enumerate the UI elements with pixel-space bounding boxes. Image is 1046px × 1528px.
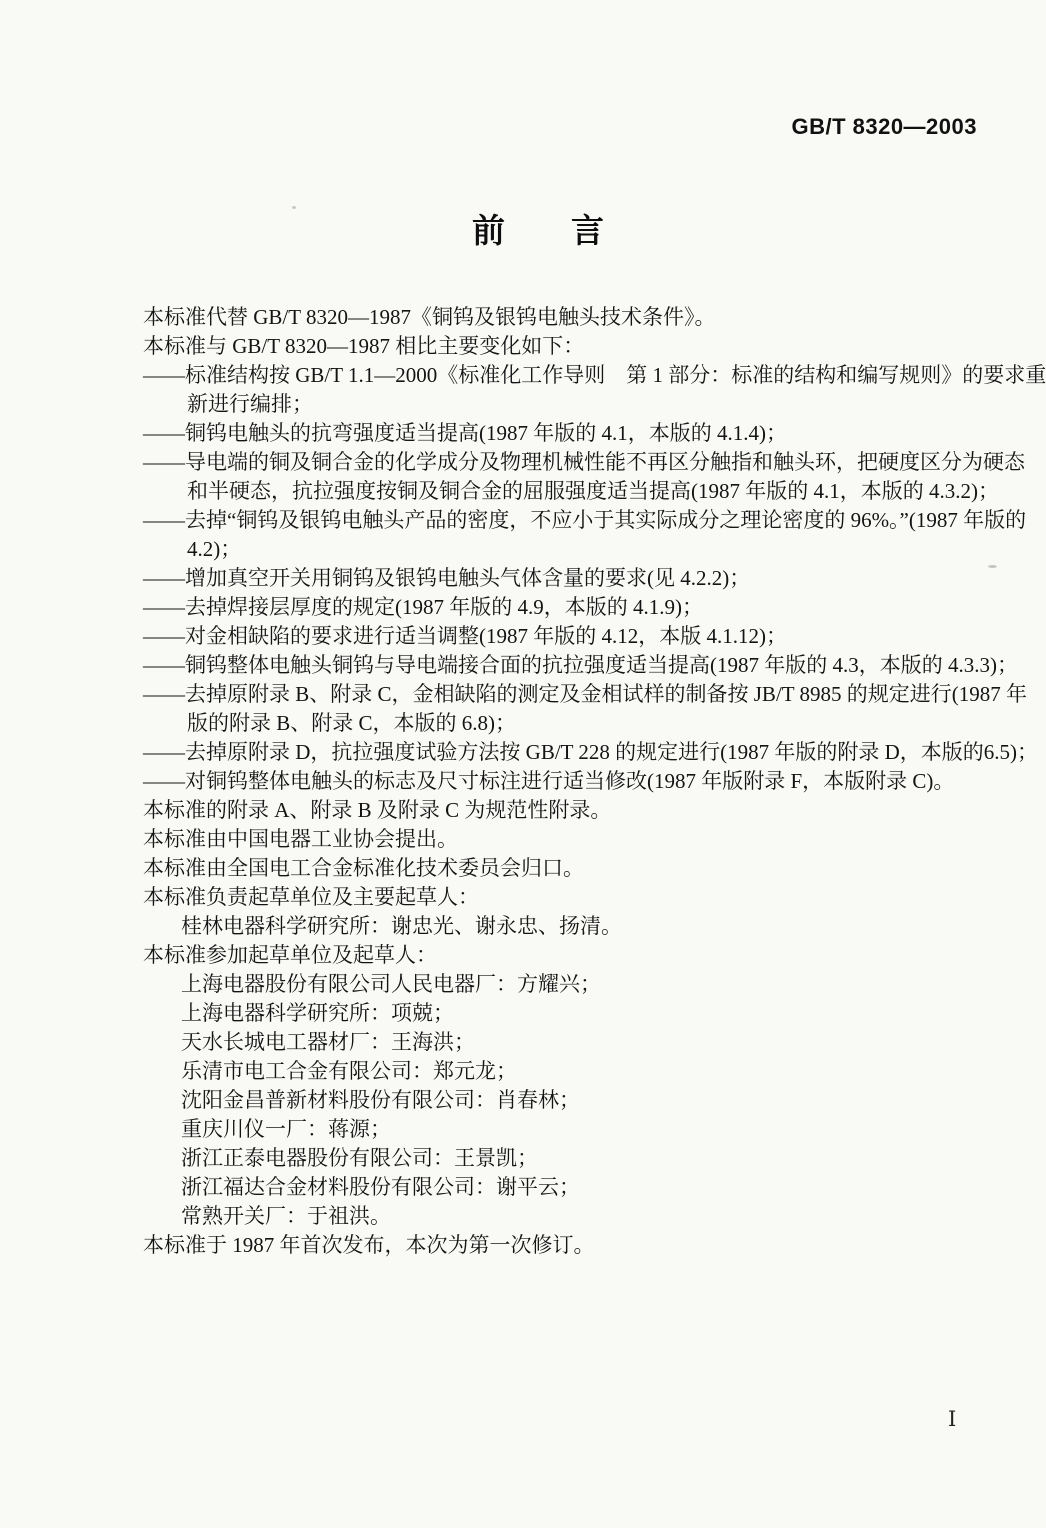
- change-item-line: ——增加真空开关用铜钨及银钨电触头气体含量的要求(见 4.2.2)；: [143, 566, 751, 590]
- change-item-line: ——铜钨整体电触头铜钨与导电端接合面的抗拉强度适当提高(1987 年版的 4.3，本版的 4.3.3)；: [143, 653, 1018, 677]
- drafting-org-line: 桂林电器科学研究所：谢忠光、谢永忠、扬清。: [181, 914, 622, 938]
- page-number: Ⅰ: [948, 1407, 957, 1431]
- drafting-org-line: 浙江福达合金材料股份有限公司：谢平云；: [181, 1175, 580, 1199]
- drafting-org-line: 天水长城电工器材厂：王海洪；: [181, 1030, 475, 1054]
- change-item-continuation: 和半硬态，抗拉强度按铜及铜合金的屈服强度适当提高(1987 年版的 4.1，本版的 4.3.2)；: [187, 479, 999, 503]
- standard-code: GB/T 8320—2003: [791, 114, 977, 139]
- change-item-line: ——标准结构按 GB/T 1.1—2000《标准化工作导则 第 1 部分：标准的结构和编写规则》的要求重: [143, 363, 1046, 387]
- change-item-line: ——对金相缺陷的要求进行适当调整(1987 年版的 4.12，本版 4.1.12)；: [143, 624, 787, 648]
- drafting-org-line: 上海电器股份有限公司人民电器厂：方耀兴；: [181, 972, 601, 996]
- drafting-org-line: 常熟开关厂：于祖洪。: [181, 1204, 391, 1228]
- page-title: 前 言: [472, 212, 604, 249]
- paragraph-line: 本标准代替 GB/T 8320—1987《铜钨及银钨电触头技术条件》。: [143, 305, 716, 329]
- change-item-continuation: 新进行编排；: [187, 392, 313, 416]
- change-item-line: ——去掉焊接层厚度的规定(1987 年版的 4.9，本版的 4.1.9)；: [143, 595, 703, 619]
- paragraph-line: 本标准与 GB/T 8320—1987 相比主要变化如下：: [143, 334, 585, 358]
- drafting-org-line: 沈阳金昌普新材料股份有限公司：肖春林；: [181, 1088, 580, 1112]
- paragraph-line: 本标准于 1987 年首次发布，本次为第一次修订。: [143, 1233, 595, 1257]
- foreword-body: [143, 303, 1046, 1260]
- change-item-line: ——铜钨电触头的抗弯强度适当提高(1987 年版的 4.1，本版的 4.1.4)；: [143, 421, 787, 445]
- change-item-line: ——去掉“铜钨及银钨电触头产品的密度，不应小于其实际成分之理论密度的 96%。”(1987 年版的: [143, 508, 1027, 532]
- paragraph-line: 本标准参加起草单位及起草人：: [143, 943, 437, 967]
- change-item-continuation: 版的附录 B、附录 C，本版的 6.8)；: [187, 711, 517, 735]
- paragraph-line: 本标准由中国电器工业协会提出。: [143, 827, 458, 851]
- change-item-line: ——去掉原附录 D，抗拉强度试验方法按 GB/T 228 的规定进行(1987 年版的附录 D，本版的6.5)；: [143, 740, 1039, 764]
- drafting-org-line: 乐清市电工合金有限公司：郑元龙；: [181, 1059, 517, 1083]
- change-item-line: ——对铜钨整体电触头的标志及尺寸标注进行适当修改(1987 年版附录 F，本版附录 C)。: [143, 769, 955, 793]
- drafting-org-line: 重庆川仪一厂：蒋源；: [181, 1117, 391, 1141]
- drafting-org-line: 浙江正泰电器股份有限公司：王景凯；: [181, 1146, 538, 1170]
- change-item-line: ——导电端的铜及铜合金的化学成分及物理机械性能不再区分触指和触头环，把硬度区分为硬态: [143, 450, 1025, 474]
- paragraph-line: 本标准负责起草单位及主要起草人：: [143, 885, 479, 909]
- scan-speck: [292, 206, 296, 209]
- change-item-line: ——去掉原附录 B、附录 C，金相缺陷的测定及金相试样的制备按 JB/T 8985 的规定进行(1987 年: [143, 682, 1027, 706]
- paragraph-line: 本标准由全国电工合金标准化技术委员会归口。: [143, 856, 584, 880]
- drafting-org-line: 上海电器科学研究所：项兢；: [181, 1001, 454, 1025]
- change-item-continuation: 4.2)；: [187, 537, 242, 561]
- paragraph-line: 本标准的附录 A、附录 B 及附录 C 为规范性附录。: [143, 798, 612, 822]
